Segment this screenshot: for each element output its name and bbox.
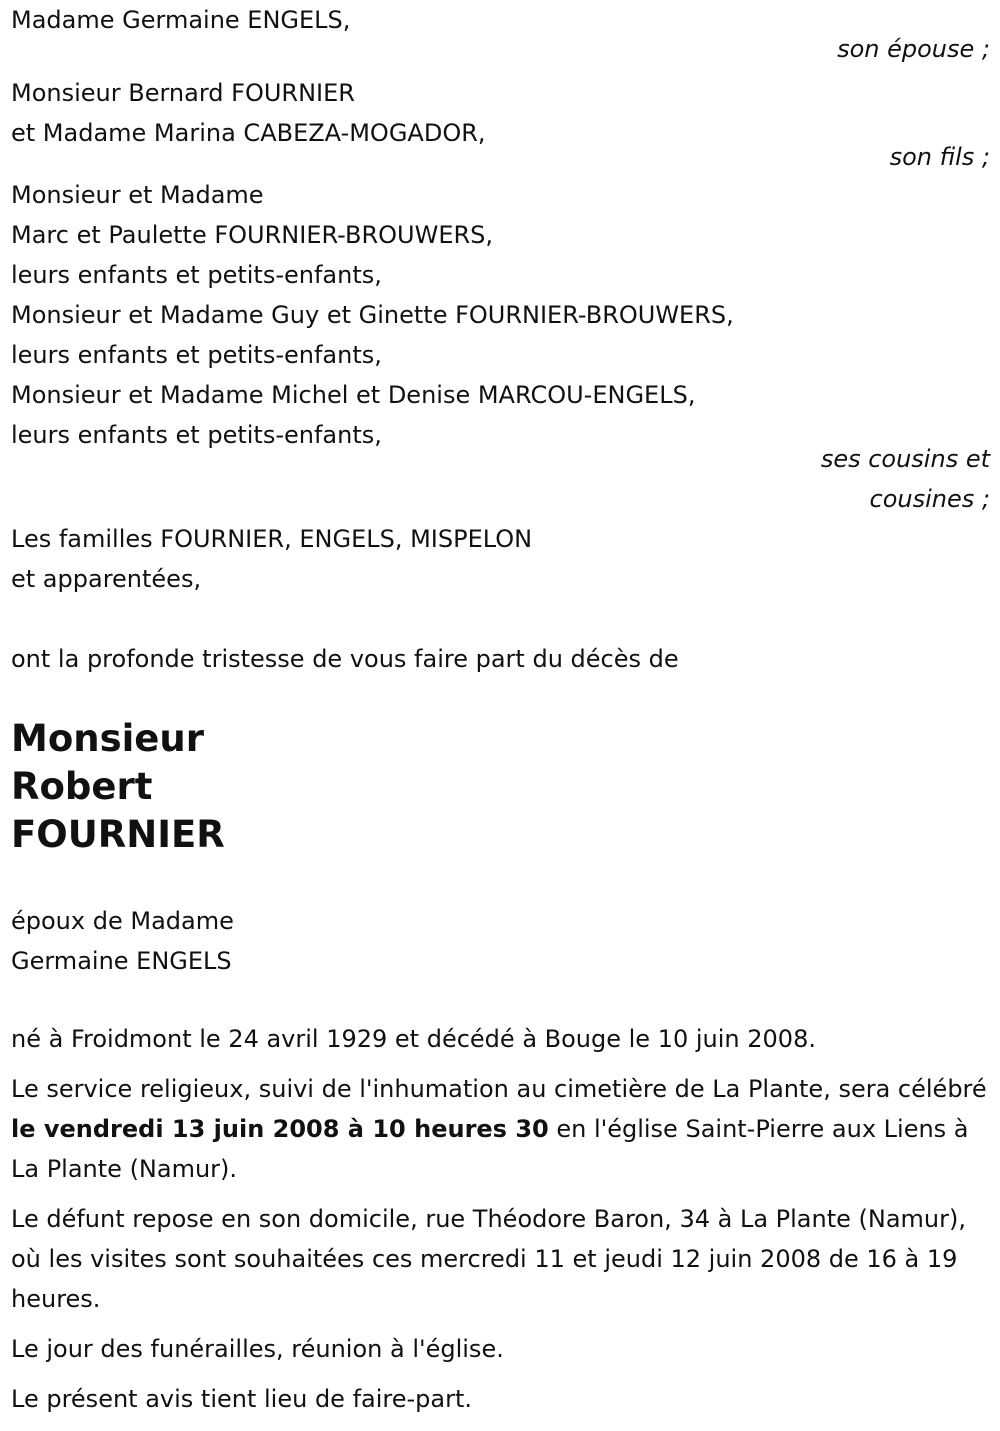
cousins-line: Marc et Paulette FOURNIER-BROUWERS, xyxy=(11,221,494,249)
families-section xyxy=(11,519,990,599)
families-line-1: Les familles FOURNIER, ENGELS, MISPELON xyxy=(11,525,533,553)
deceased-name xyxy=(11,715,990,859)
visits-paragraph: Le défunt repose en son domicile, rue Théodore Baron, 34 à La Plante (Namur), où les visites sont souhaitées ces mercredi 11 et jeudi 12 juin 2008 de 16 à 19 heures. xyxy=(11,1205,966,1313)
deceased-first-name: Robert xyxy=(11,765,153,808)
cousins-line: Monsieur et Madame xyxy=(11,181,264,209)
spouse-of-line-1: époux de Madame xyxy=(11,907,234,935)
funeral-day-text: Le jour des funérailles, réunion à l'église. xyxy=(11,1335,504,1363)
cousins-line: leurs enfants et petits-enfants, xyxy=(11,421,382,449)
cousins-line: leurs enfants et petits-enfants, xyxy=(11,261,382,289)
deceased-title: Monsieur xyxy=(11,717,204,760)
son-section xyxy=(11,73,990,177)
son-name-line-1: Monsieur Bernard FOURNIER xyxy=(11,79,355,107)
cousins-role-line-1: ses cousins et xyxy=(820,445,990,473)
birth-death-text: né à Froidmont le 24 avril 1929 et décédé à Bouge le 10 juin 2008. xyxy=(11,1025,816,1053)
announcement-text: ont la profonde tristesse de vous faire part du décès de xyxy=(11,645,679,673)
cousins-line: leurs enfants et petits-enfants, xyxy=(11,341,382,369)
service-text-before: Le service religieux, suivi de l'inhumation au cimetière de La Plante, sera célébré xyxy=(11,1075,987,1103)
cousins-section xyxy=(11,175,990,519)
spouse-of-line-2: Germaine ENGELS xyxy=(11,947,232,975)
spouse-section xyxy=(11,0,990,69)
cousins-line: Monsieur et Madame Guy et Ginette FOURNIER-BROUWERS, xyxy=(11,301,734,329)
spouse-role: son épouse ; xyxy=(837,35,990,63)
notice-text: Le présent avis tient lieu de faire-part. xyxy=(11,1385,473,1413)
son-role: son fils ; xyxy=(889,143,990,171)
service-date-time: le vendredi 13 juin 2008 à 10 heures 30 xyxy=(11,1115,549,1143)
service-text-after: en l'église Saint-Pierre aux Liens à La Plante (Namur). xyxy=(11,1115,969,1183)
spouse-of-section xyxy=(11,901,990,981)
son-name-line-2: et Madame Marina CABEZA-MOGADOR, xyxy=(11,119,486,147)
service-paragraph xyxy=(11,1069,990,1189)
spouse-name: Madame Germaine ENGELS, xyxy=(11,6,351,34)
cousins-role-line-2: cousines ; xyxy=(869,485,990,513)
families-line-2: et apparentées, xyxy=(11,565,202,593)
cousins-line: Monsieur et Madame Michel et Denise MARCOU-ENGELS, xyxy=(11,381,696,409)
deceased-last-name: FOURNIER xyxy=(11,813,225,856)
